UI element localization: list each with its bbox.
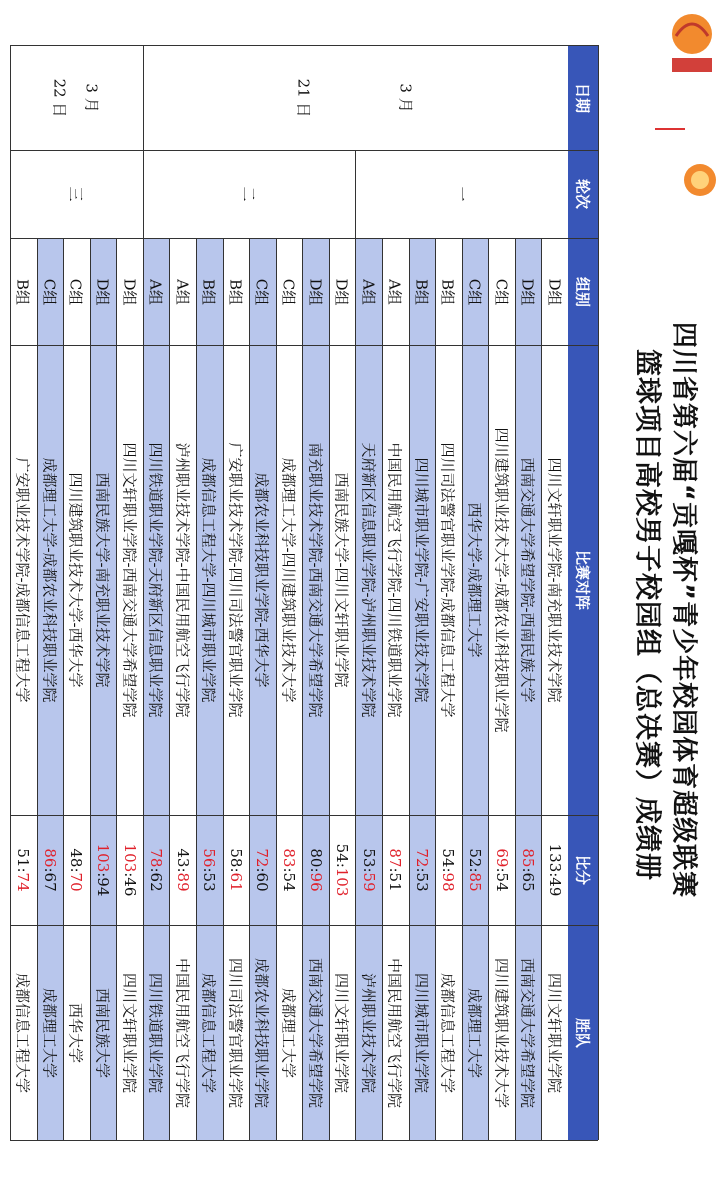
grid-line xyxy=(515,238,516,1140)
grid-line xyxy=(10,45,11,1140)
round-cell: 二 xyxy=(143,150,356,238)
winner-cell: 成都信息工程大学 xyxy=(435,925,462,1140)
score-cell: 56:53 xyxy=(196,815,223,925)
match-cell: 四川铁道职业学院-天府新区信息职业学院 xyxy=(143,345,170,815)
grid-line xyxy=(598,45,599,1140)
score-cell: 72:53 xyxy=(409,815,436,925)
grid-line xyxy=(249,238,250,1140)
winner-cell: 成都理工大学 xyxy=(462,925,489,1140)
grid-line xyxy=(143,238,144,1140)
round-cell: 一 xyxy=(355,150,568,238)
match-cell: 天府新区信息职业学院-泸州职业技术学院 xyxy=(355,345,382,815)
match-cell: 成都理工大学-四川建筑职业技术大学 xyxy=(276,345,303,815)
score-cell: 103:46 xyxy=(116,815,143,925)
match-cell: 西华大学-成都理工大学 xyxy=(462,345,489,815)
winner-cell: 成都信息工程大学 xyxy=(196,925,223,1140)
group-cell: C组 xyxy=(488,238,515,345)
grid-line xyxy=(10,815,598,816)
grid-line xyxy=(196,238,197,1140)
group-cell: C组 xyxy=(276,238,303,345)
grid-line xyxy=(276,238,277,1140)
header-match: 比赛对阵 xyxy=(568,345,598,815)
group-cell: B组 xyxy=(409,238,436,345)
match-cell: 广安职业技术学院-四川司法警官职业学院 xyxy=(223,345,250,815)
winner-cell: 成都理工大学 xyxy=(276,925,303,1140)
winner-cell: 成都理工大学 xyxy=(37,925,64,1140)
grid-line xyxy=(143,150,144,238)
score-cell: 52:85 xyxy=(462,815,489,925)
header-score: 比分 xyxy=(568,815,598,925)
group-cell: C组 xyxy=(462,238,489,345)
grid-line xyxy=(355,150,356,238)
match-cell: 西南交通大学希望学院-西南民族大学 xyxy=(515,345,542,815)
round-cell: 三 xyxy=(10,150,143,238)
winner-cell: 四川城市职业学院 xyxy=(409,925,436,1140)
group-cell: A组 xyxy=(169,238,196,345)
grid-line xyxy=(37,238,38,1140)
winner-cell: 中国民用航空飞行学院 xyxy=(169,925,196,1140)
grid-line xyxy=(355,238,356,1140)
match-cell: 广安职业技术学院-成都信息工程大学 xyxy=(10,345,37,815)
score-cell: 43:89 xyxy=(169,815,196,925)
header-group: 组别 xyxy=(568,238,598,345)
group-cell: C组 xyxy=(249,238,276,345)
grid-line xyxy=(90,238,91,1140)
match-cell: 成都信息工程大学-四川城市职业学院 xyxy=(196,345,223,815)
match-cell: 四川建筑职业技术大学-西华大学 xyxy=(63,345,90,815)
match-cell: 四川城市职业学院-广安职业技术学院 xyxy=(409,345,436,815)
date-cell: 3 月 22 日 xyxy=(10,45,143,150)
group-cell: C组 xyxy=(37,238,64,345)
winner-cell: 西华大学 xyxy=(63,925,90,1140)
grid-line xyxy=(409,238,410,1140)
group-cell: D组 xyxy=(541,238,568,345)
grid-line xyxy=(10,1140,598,1141)
winner-cell: 四川建筑职业技术大学 xyxy=(488,925,515,1140)
winner-cell: 四川铁道职业学院 xyxy=(143,925,170,1140)
grid-line xyxy=(63,238,64,1140)
match-cell: 成都理工大学-成都农业科技职业学院 xyxy=(37,345,64,815)
grid-line xyxy=(10,150,598,151)
grid-line xyxy=(435,238,436,1140)
grid-line xyxy=(488,238,489,1140)
score-cell: 83:54 xyxy=(276,815,303,925)
score-cell: 80:96 xyxy=(302,815,329,925)
group-cell: B组 xyxy=(223,238,250,345)
grid-line xyxy=(10,345,598,346)
header-round: 轮次 xyxy=(568,150,598,238)
winner-cell: 西南交通大学希望学院 xyxy=(302,925,329,1140)
title-line1: 四川省第六届“贡嘎杯”青少年校园体育超级联赛 xyxy=(668,321,699,899)
score-cell: 78:62 xyxy=(143,815,170,925)
group-cell: A组 xyxy=(143,238,170,345)
group-cell: A组 xyxy=(355,238,382,345)
match-cell: 南充职业技术学院-西南交通大学希望学院 xyxy=(302,345,329,815)
score-cell: 86:67 xyxy=(37,815,64,925)
match-cell: 四川建筑职业技术大学-成都农业科技职业学院 xyxy=(488,345,515,815)
grid-line xyxy=(541,238,542,1140)
score-cell: 85:65 xyxy=(515,815,542,925)
grid-line xyxy=(169,238,170,1140)
grid-line xyxy=(382,238,383,1140)
score-cell: 51:74 xyxy=(10,815,37,925)
score-cell: 54:98 xyxy=(435,815,462,925)
group-cell: B组 xyxy=(10,238,37,345)
grid-line xyxy=(223,238,224,1140)
group-cell: D组 xyxy=(90,238,117,345)
score-cell: 54:103 xyxy=(329,815,356,925)
winner-cell: 西南民族大学 xyxy=(90,925,117,1140)
date-cell: 3 月 21 日 xyxy=(143,45,568,150)
grid-line xyxy=(462,238,463,1140)
header-winner: 胜队 xyxy=(568,925,598,1140)
match-cell: 四川文轩职业学院-西南交通大学希望学院 xyxy=(116,345,143,815)
score-cell: 133:49 xyxy=(541,815,568,925)
grid-line xyxy=(10,238,598,239)
match-cell: 四川文轩职业学院-南充职业技术学院 xyxy=(541,345,568,815)
score-cell: 72:60 xyxy=(249,815,276,925)
group-cell: D组 xyxy=(302,238,329,345)
group-cell: D组 xyxy=(515,238,542,345)
match-cell: 泸州职业技术学院-中国民用航空飞行学院 xyxy=(169,345,196,815)
grid-line xyxy=(10,925,598,926)
winner-cell: 泸州职业技术学院 xyxy=(355,925,382,1140)
winner-cell: 西南交通大学希望学院 xyxy=(515,925,542,1140)
match-cell: 中国民用航空飞行学院-四川铁道职业学院 xyxy=(382,345,409,815)
score-cell: 58:61 xyxy=(223,815,250,925)
winner-cell: 四川文轩职业学院 xyxy=(116,925,143,1140)
winner-cell: 四川文轩职业学院 xyxy=(541,925,568,1140)
score-cell: 87:51 xyxy=(382,815,409,925)
group-cell: B组 xyxy=(435,238,462,345)
grid-line xyxy=(10,45,598,46)
match-cell: 西南民族大学-南充职业技术学院 xyxy=(90,345,117,815)
grid-line xyxy=(302,238,303,1140)
group-cell: D组 xyxy=(329,238,356,345)
group-cell: A组 xyxy=(382,238,409,345)
grid-line xyxy=(329,238,330,1140)
winner-cell: 成都农业科技职业学院 xyxy=(249,925,276,1140)
header-date: 日期 xyxy=(568,45,598,150)
winner-cell: 中国民用航空飞行学院 xyxy=(382,925,409,1140)
match-cell: 成都农业科技职业学院-西华大学 xyxy=(249,345,276,815)
score-cell: 53:59 xyxy=(355,815,382,925)
winner-cell: 四川文轩职业学院 xyxy=(329,925,356,1140)
match-cell: 西南民族大学-四川文轩职业学院 xyxy=(329,345,356,815)
winner-cell: 四川司法警官职业学院 xyxy=(223,925,250,1140)
score-cell: 48:70 xyxy=(63,815,90,925)
match-cell: 四川司法警官职业学院-成都信息工程大学 xyxy=(435,345,462,815)
winner-cell: 成都信息工程大学 xyxy=(10,925,37,1140)
grid-line xyxy=(116,238,117,1140)
score-cell: 69:54 xyxy=(488,815,515,925)
title-line2: 篮球项目高校男子校园组（总决赛）成绩册 xyxy=(631,349,663,881)
group-cell: B组 xyxy=(196,238,223,345)
score-cell: 103:94 xyxy=(90,815,117,925)
group-cell: C组 xyxy=(63,238,90,345)
grid-line xyxy=(143,45,144,150)
group-cell: D组 xyxy=(116,238,143,345)
